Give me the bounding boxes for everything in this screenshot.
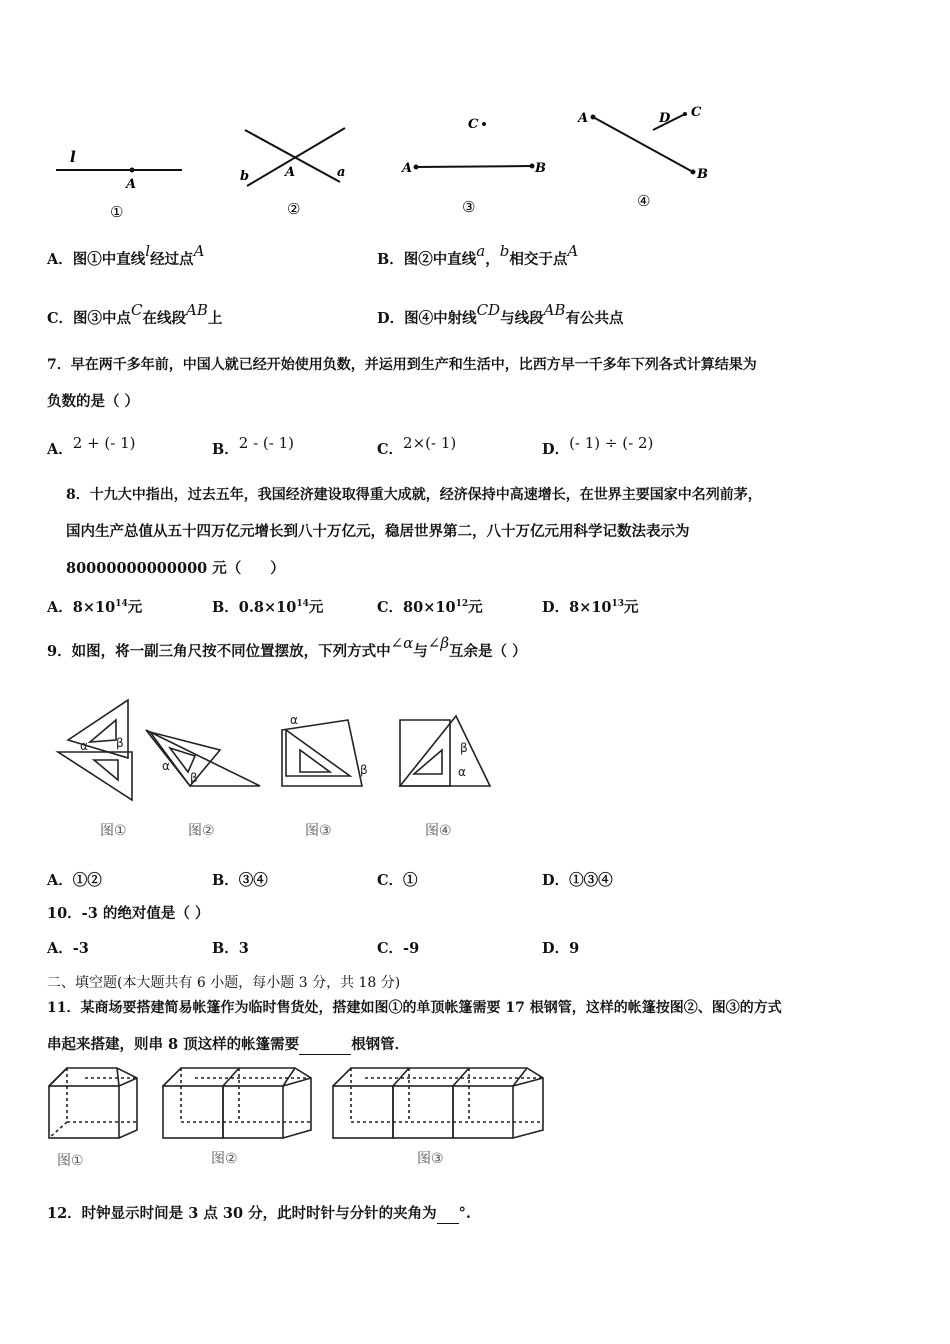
fig3-label-a: A [402,161,413,176]
q9-fig4-beta: β [460,741,468,755]
fig4-label-c: C [691,105,702,120]
q9-figure-2 [146,730,260,786]
fig3-caption: ③ [462,198,476,216]
q11-fig3-caption: 图③ [417,1151,444,1167]
fig4-label-d: D [659,111,671,126]
section-2-heading: 二、填空题(本大题共有 6 小题，每小题 3 分，共 18 分) [47,975,401,991]
q9-fig3-alpha: α [290,713,298,727]
q11-stem-line1: 11．某商场要搭建简易帐篷作为临时售货处，搭建如图①的单顶帐篷需要 17 根钢管，这样的帐篷按图②、图③的方式 [47,1000,782,1016]
q6-figure-4 [575,100,725,215]
q7-stem-line2: 负数的是（ ） [47,393,140,410]
q9-fig1-alpha: α [80,739,88,753]
q10-option-c: C．-9 [377,940,420,957]
fig2-label-a-point: A [285,165,296,180]
q11-figure-1 [49,1068,137,1138]
q6-option-c: C．图③中点C在线段AB上 [47,301,223,327]
q9-option-b: B．③④ [212,872,268,889]
fig4-caption: ④ [637,192,651,210]
q9-figure-4 [400,716,490,786]
q11-stem-line2: 串起来搭建，则串 8 顶这样的帐篷需要 根钢管． [47,1036,410,1053]
q6-option-d: D．图④中射线CD与线段AB有公共点 [377,301,624,327]
fig2-label-a: a [337,165,346,180]
q9-fig2-alpha: α [162,759,170,773]
q8-stem-line1: 8．十九大中指出，过去五年，我国经济建设取得重大成就，经济保持中高速增长，在世界主要国家中名列前茅， [66,487,762,503]
q12-answer-blank[interactable] [437,1205,459,1224]
q8-stem-line3: 80000000000000 元（ ） [66,560,285,577]
fig1-label-a: A [126,177,137,192]
q9-option-d: D．①③④ [542,872,613,889]
q9-option-a: A．①② [47,872,102,889]
q12-stem: 12．时钟显示时间是 3 点 30 分，此时时针与分针的夹角为 °. [47,1205,471,1222]
q10-option-d: D．9 [542,940,580,957]
q7-option-b: B．2 - (- 1) [212,434,294,458]
q8-option-d: D．$8\times 10^{13}$元 [542,598,639,616]
q9-option-c: C．① [377,872,418,889]
q8-option-c: C．$80\times 10^{12}$元 [377,598,483,616]
q9-stem: 9．如图，将一副三角尺按不同位置摆放，下列方式中∠α与∠β互余是（ ） [47,634,527,660]
q9-fig2-caption: 图② [188,823,215,839]
q9-figure-1 [58,700,132,800]
q9-fig4-caption: 图④ [425,823,452,839]
fig2-caption: ② [287,200,301,218]
q11-fig1-caption: 图① [57,1153,84,1169]
q6-option-a: A．图①中直线l经过点A [47,242,205,268]
q11-figures [45,1060,555,1175]
fig1-caption: ① [110,203,124,221]
q9-fig3-beta: β [360,763,368,777]
q11-figure-2 [163,1068,311,1138]
q7-option-d: D．(- 1) ÷ (- 2) [542,434,654,458]
fig3-label-c: C [468,117,479,132]
q9-fig3-caption: 图③ [305,823,332,839]
q9-figures [50,690,510,850]
q9-fig1-caption: 图① [100,823,127,839]
q7-option-c: C．2×(- 1) [377,434,457,458]
q8-option-a: A．$8\times 10^{14}$元 [47,598,143,616]
q10-stem: 10．-3 的绝对值是（ ） [47,905,210,922]
q11-figure-3 [333,1068,543,1138]
q10-option-a: A．-3 [47,940,89,957]
fig4-label-b: B [697,167,708,182]
fig4-label-a: A [578,111,589,126]
q7-option-a: A．2 + (- 1) [47,434,136,458]
q9-fig2-beta: β [190,771,198,785]
q8-stem-line2: 国内生产总值从五十四万亿元增长到八十万亿元，稳居世界第二，八十万亿元用科学记数法表示为 [66,523,690,540]
q7-stem-line1: 7．早在两千多年前，中国人就已经开始使用负数，并运用到生产和生活中，比西方早一千多年下列各式计算结果为 [47,357,757,373]
q10-option-b: B．3 [212,940,249,957]
q11-answer-blank[interactable] [299,1036,351,1055]
q9-fig4-alpha: α [458,765,466,779]
q6-figure-2 [235,120,355,220]
fig1-label-l: l [70,148,76,166]
fig3-label-b: B [535,161,546,176]
q6-figure-1 [50,145,190,225]
q9-figure-3 [282,720,362,786]
q6-figure-3 [400,110,560,220]
q8-option-b: B．$0.8\times 10^{14}$元 [212,598,324,616]
q11-fig2-caption: 图② [211,1151,238,1167]
fig2-label-b: b [240,169,250,184]
q9-fig1-beta: β [116,736,124,750]
q6-option-b: B．图②中直线a，b相交于点A [377,242,579,268]
